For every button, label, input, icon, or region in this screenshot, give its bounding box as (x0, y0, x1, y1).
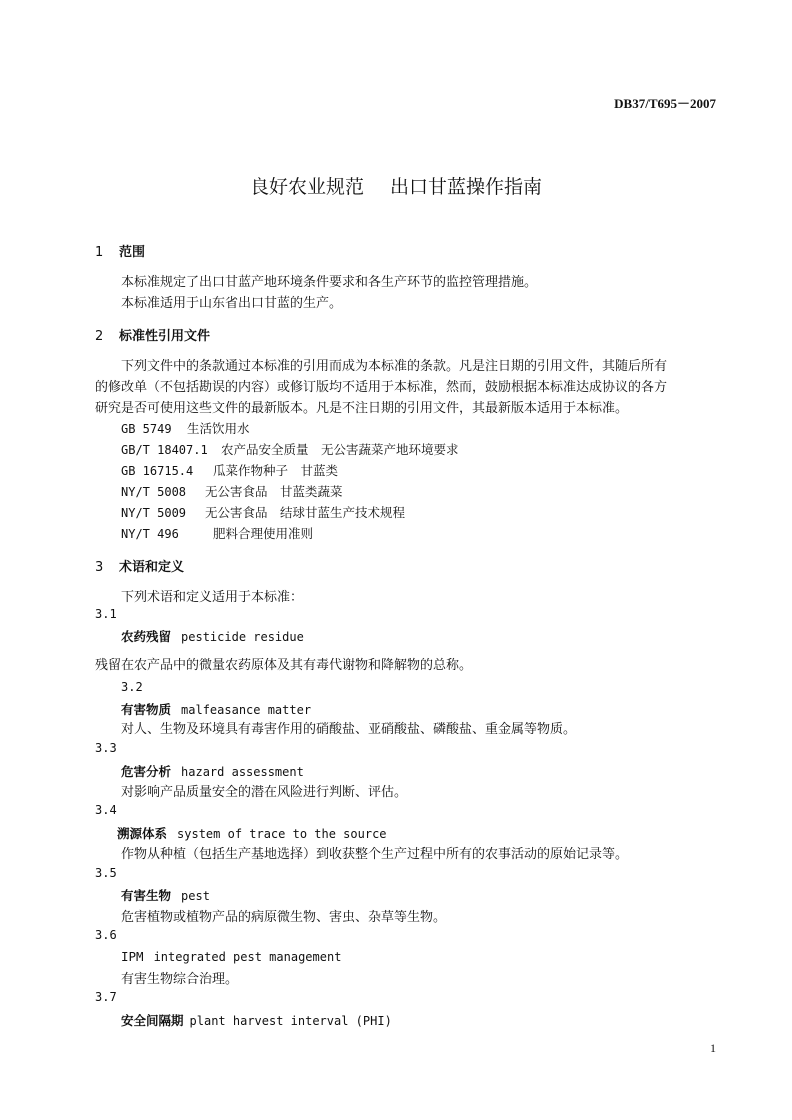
reference-title: 无公害食品 结球甘蓝生产技术规程 (205, 505, 406, 520)
section-1-line-2: 本标准适用于山东省出口甘蓝的生产。 (121, 296, 343, 311)
term-cn: IPM (121, 949, 144, 964)
section-number: 3 (95, 560, 104, 575)
term-number: 3.6 (95, 928, 117, 942)
section-2-heading (95, 325, 210, 344)
term-definition: 作物从种植（包括生产基地选择）到收获整个生产过程中所有的农事活动的原始记录等。 (121, 847, 629, 862)
title-part-2: 出口甘蓝操作指南 (390, 176, 543, 198)
reference-code: GB/T 18407.1 (121, 443, 208, 457)
reference-item (121, 524, 313, 542)
term-number: 3.1 (95, 607, 117, 621)
document-title (0, 172, 792, 199)
term-en: pest (181, 889, 210, 903)
term-number: 3.2 (121, 680, 143, 694)
section-title: 范围 (119, 245, 146, 260)
term-heading (121, 700, 311, 718)
page-number: 1 (710, 1041, 716, 1055)
term-en: pesticide residue (181, 630, 304, 644)
title-part-1: 良好农业规范 (249, 176, 364, 198)
section-2-para-line-1: 下列文件中的条款通过本标准的引用而成为本标准的条款。凡是注日期的引用文件，其随后所有 (95, 359, 668, 374)
term-heading (121, 886, 210, 904)
term-number: 3.3 (95, 741, 117, 755)
term-cn: 有害生物 (121, 888, 172, 903)
term-heading (121, 762, 304, 780)
section-1-line-1: 本标准规定了出口甘蓝产地环境条件要求和各生产环节的监控管理措施。 (121, 275, 538, 290)
reference-item (121, 482, 343, 500)
term-definition: 有害生物综合治理。 (121, 972, 239, 987)
section-number: 1 (95, 245, 104, 260)
reference-code: GB 5749 (121, 422, 172, 436)
reference-code: NY/T 5009 (121, 506, 187, 520)
term-heading (121, 627, 304, 645)
section-2-para-line-2: 的修改单（不包括勘误的内容）或修订版均不适用于本标准，然而，鼓励根据本标准达成协议的各方 (95, 380, 668, 395)
section-3-heading (95, 556, 184, 575)
section-2-para-line-3: 研究是否可使用这些文件的最新版本。凡是不注日期的引用文件，其最新版本适用于本标准。 (95, 401, 629, 416)
term-number: 3.4 (95, 803, 117, 817)
section-3-intro: 下列术语和定义适用于本标准： (121, 590, 304, 605)
term-heading (121, 1011, 392, 1029)
term-heading (117, 824, 387, 842)
term-definition: 危害植物或植物产品的病原微生物、害虫、杂草等生物。 (121, 910, 447, 925)
reference-item (121, 440, 459, 458)
term-cn: 危害分析 (121, 764, 172, 779)
reference-code: NY/T 5008 (121, 485, 187, 499)
reference-title: 肥料合理使用准则 (213, 526, 314, 541)
term-heading (121, 949, 341, 964)
section-1-heading (95, 241, 145, 260)
reference-code: NY/T 496 (121, 527, 179, 541)
term-definition: 残留在农产品中的微量农药原体及其有毒代谢物和降解物的总称。 (95, 658, 473, 673)
term-en: malfeasance matter (181, 703, 312, 717)
reference-title: 农产品安全质量 无公害蔬菜产地环境要求 (221, 442, 459, 457)
section-number: 2 (95, 329, 104, 344)
term-definition: 对人、生物及环境具有毒害作用的硝酸盐、亚硝酸盐、磷酸盐、重金属等物质。 (121, 722, 577, 737)
term-number: 3.7 (95, 990, 117, 1004)
reference-title: 瓜菜作物种子 甘蓝类 (213, 463, 339, 478)
reference-title: 生活饮用水 (187, 421, 250, 436)
term-cn: 溯源体系 (117, 826, 168, 841)
term-cn: 安全间隔期 (121, 1013, 184, 1028)
reference-item (121, 503, 405, 521)
section-title: 术语和定义 (119, 560, 185, 575)
term-cn: 农药残留 (121, 629, 172, 644)
reference-title: 无公害食品 甘蓝类蔬菜 (205, 484, 343, 499)
term-definition: 对影响产品质量安全的潜在风险进行判断、评估。 (121, 785, 408, 800)
term-number: 3.5 (95, 866, 117, 880)
term-en: integrated pest management (153, 950, 342, 964)
section-title: 标准性引用文件 (119, 329, 211, 344)
term-en: system of trace to the source (177, 827, 387, 841)
term-en: hazard assessment (181, 765, 304, 779)
term-en: plant harvest interval (PHI) (189, 1014, 392, 1028)
reference-code: GB 16715.4 (121, 464, 194, 478)
term-cn: 有害物质 (121, 702, 172, 717)
document-id: DB37/T695－2007 (614, 96, 716, 111)
reference-item (121, 461, 338, 479)
reference-item (121, 419, 250, 437)
